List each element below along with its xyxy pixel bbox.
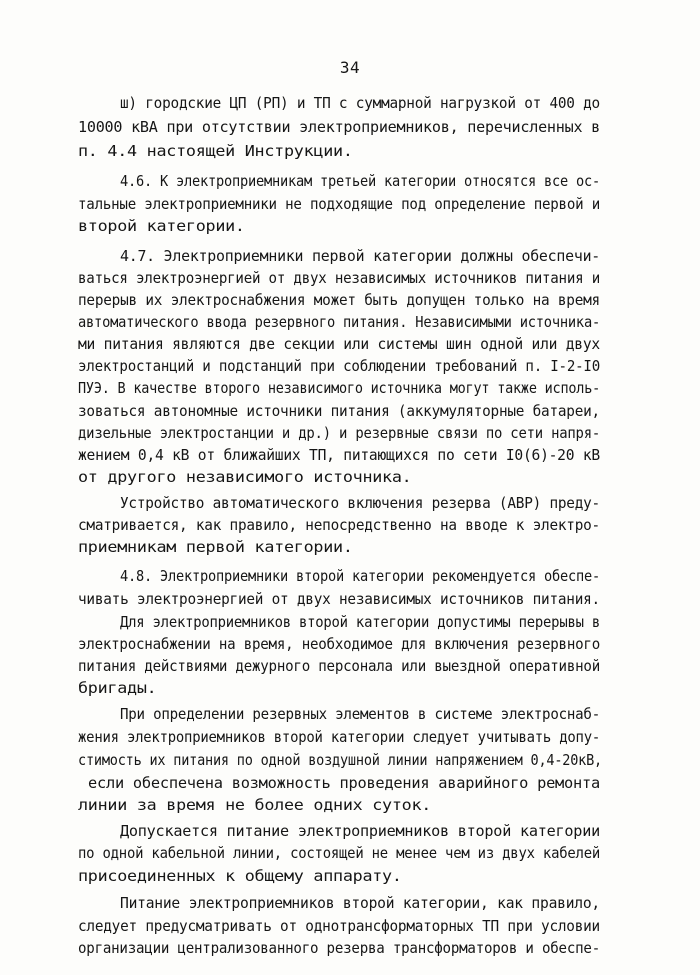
text-line: автоматического ввода резервного питания. Независимыми источника- <box>78 313 601 331</box>
text-line: ваться электроэнергией от двух независимых источников питания и <box>78 269 600 287</box>
text-line: зоваться автономные источники питания (аккумуляторные батареи, <box>78 402 600 420</box>
text-line: п. 4.4 настоящей Инструкции. <box>78 142 353 160</box>
text-line: ПУЭ. В качестве второго независимого источника могут также исполь- <box>78 379 601 397</box>
text-line: электростанций и подстанций при соблюдении требований п. I-2-I0 <box>78 357 600 375</box>
text-line: линии за время не более одних суток. <box>78 796 432 814</box>
text-line: Питание электроприемников второй категории, как правило, <box>120 894 601 912</box>
text-line: питания действиями дежурного персонала или выездной оперативной <box>78 657 600 675</box>
text-line: 4.8. Электроприемники второй категории рекомендуется обеспе- <box>120 567 601 585</box>
text-line: 4.7. Электроприемники первой категории должны обеспечи- <box>120 247 601 265</box>
text-line: Устройство автоматического включения резерва (АВР) преду- <box>120 494 600 512</box>
text-line: дизельные электростанции и др.) и резервные связи по сети напря- <box>78 424 601 442</box>
text-line: Допускается питание электроприемников второй категории <box>120 822 600 840</box>
text-line: следует предусматривать от однотрансформаторных ТП при условии <box>78 917 600 935</box>
text-line: стимость их питания по одной воздушной линии напряжением 0,4-20кВ, <box>78 751 603 769</box>
text-line: Для электроприемников второй категории допустимы перерывы в <box>120 613 600 631</box>
text-line: если обеспечена возможность проведения аварийного ремонта <box>88 774 600 792</box>
text-line: приемникам первой категории. <box>78 538 353 556</box>
text-line: жением 0,4 кВ от ближайших ТП, питающихся по сети I0(6)-20 кВ <box>78 446 600 464</box>
text-line: При определении резервных элементов в системе электроснаб- <box>120 705 600 723</box>
text-line: 10000 кВА при отсутствии электроприемников, перечисленных в <box>78 118 601 136</box>
text-line: 4.6. К электроприемникам третьей категории относятся все ос- <box>120 172 601 190</box>
text-line: по одной кабельной линии, состоящей не менее чем из двух кабелей <box>78 844 601 862</box>
text-line: перерыв их электроснабжения может быть допущен только на время <box>78 291 600 309</box>
text-line: бригады. <box>78 679 157 697</box>
text-line: от другого независимого источника. <box>78 468 412 486</box>
text-line: электроснабжении на время, необходимое для включения резервного <box>78 635 600 653</box>
text-line: организации централизованного резерва трансформаторов и обеспе- <box>78 939 600 957</box>
text-line: ш) городские ЦП (РП) и ТП с суммарной нагрузкой от 400 до <box>120 94 600 112</box>
text-line: ми питания являются две секции или системы шин одной или двух <box>78 335 600 353</box>
text-line: второй категории. <box>78 217 245 235</box>
text-line: чивать электроэнергией от двух независимых источников питания. <box>78 590 600 608</box>
page-number: 34 <box>339 58 361 77</box>
text-line: сматривается, как правило, непосредственно на вводе к электро- <box>78 516 600 534</box>
text-line: тальные электроприемники не подходящие под определение первой и <box>78 195 600 213</box>
text-line: присоединенных к общему аппарату. <box>78 867 402 885</box>
text-line: жения электроприемников второй категории следует учитывать допу- <box>78 728 601 746</box>
